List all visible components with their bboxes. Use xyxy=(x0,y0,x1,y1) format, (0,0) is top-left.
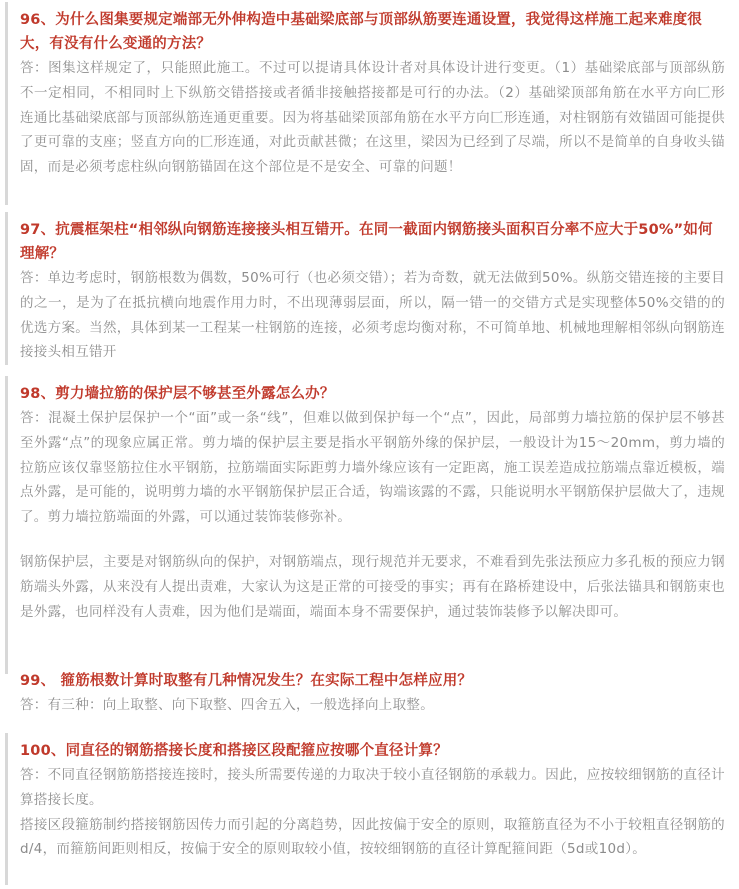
answer-text xyxy=(8,763,735,866)
answer-text xyxy=(8,406,735,628)
answer-text xyxy=(8,693,735,722)
answer-paragraph: 钢筋保护层，主要是对钢筋纵向的保护，对钢筋端点，现行规范并无要求，不难看到先张法预应力多孔板的预应力钢筋端头外露，从来没有人提出责难，大家认为这是正常的可接受的事实；再有在路桥建设中，后张法锚具和钢筋束也是外露，也同样没有人责难，因为他们是端面，端面本身不需要保护，通过装饰装修予以解决即可。 xyxy=(20,553,725,620)
question-heading: 100、同直径的钢筋搭接长度和搭接区段配箍应按哪个直径计算？ xyxy=(20,743,448,759)
answer-paragraph: 答：图集这样规定了，只能照此施工。不过可以提请具体设计者对具体设计进行变更。（1）基础梁底部与顶部纵筋不一定相同，不相同时上下纵筋交错搭接或者循非接触搭接都是可行的办法。（2）基础梁顶部角筋在水平方向匚形连通比基础梁底部与顶部纵筋连通更重要。因为将基础梁顶部角筋在水平方向匚形连通，对柱钢筋有效锚固可能提供了更可靠的支座；竖直方向的匚形连通，对此贡献甚微；在这里，梁因为已经到了尽端，所以不是简单的自身收头锚固，而是必须考虑柱纵向钢筋锚固在这个部位是不是安全、可靠的问题！ xyxy=(20,60,725,176)
answer-text xyxy=(8,56,735,184)
qa-item-97 xyxy=(5,212,735,365)
qa-item-98 xyxy=(5,376,735,674)
qa-item-96 xyxy=(5,2,735,205)
answer-paragraph: 答：混凝土保护层保护一个“面”或一条“线”，但难以做到保护每一个“点”，因此，局部剪力墙拉筋的保护层不够甚至外露“点”的现象应属正常。剪力墙的保护层主要是指水平钢筋外缘的保护层，一般设计为15～20mm，剪力墙的拉筋应该仅靠竖筋拉住水平钢筋，拉筋端面实际距剪力墙外缘应该有一定距离，施工误差造成拉筋端点靠近模板，端点外露，是可能的，说明剪力墙的水平钢筋保护层正合适，钩端该露的不露，只能说明水平钢筋保护层做大了，违规了。剪力墙拉筋端面的外露，可以通过装饰装修弥补。 xyxy=(20,410,725,526)
answer-text xyxy=(8,266,735,369)
question-heading: 99、 箍筋根数计算时取整有几种情况发生？在实际工程中怎样应用？ xyxy=(20,673,473,689)
answer-paragraph: 答：不同直径钢筋筋搭接连接时，接头所需要传递的力取决于较小直径钢筋的承载力。因此，应按较细钢筋的直径计算搭接长度。 xyxy=(20,767,725,808)
question-heading: 97、抗震框架柱“相邻纵向钢筋连接接头相互错开。在同一截面内钢筋接头面积百分率不应大于50%”如何理解？ xyxy=(20,222,713,262)
answer-paragraph: 搭接区段箍筋制约搭接钢筋因传力而引起的分离趋势，因此按偏于安全的原则，取箍筋直径为不小于较粗直径钢筋的d/4，而箍筋间距则相反，按偏于安全的原则取较小值，按较细钢筋的直径计算配箍间距（5d或10d）。 xyxy=(20,816,725,858)
question-heading: 98、剪力墙拉筋的保护层不够甚至外露怎么办？ xyxy=(20,386,335,402)
qa-item-99 xyxy=(5,667,735,725)
answer-paragraph: 答：有三种：向上取整、向下取整、四舍五入，一般选择向上取整。 xyxy=(20,697,434,713)
answer-paragraph: 答：单边考虑时，钢筋根数为偶数，50%可行（也必须交错）；若为奇数，就无法做到50%。纵筋交错连接的主要目的之一，是为了在抵抗横向地震作用力时，不出现薄弱层面，所以，隔一错一的交错方式是实现整体50%交错的的优选方案。当然，具体到某一工程某一柱钢筋的连接，必须考虑均衡对称，不可简单地、机械地理解相邻纵向钢筋连接接头相互错开 xyxy=(20,270,725,361)
question-heading: 96、为什么图集要规定端部无外伸构造中基础梁底部与顶部纵筋要连通设置，我觉得这样施工起来难度很大，有没有什么变通的方法？ xyxy=(20,12,703,52)
qa-item-100 xyxy=(5,733,735,885)
